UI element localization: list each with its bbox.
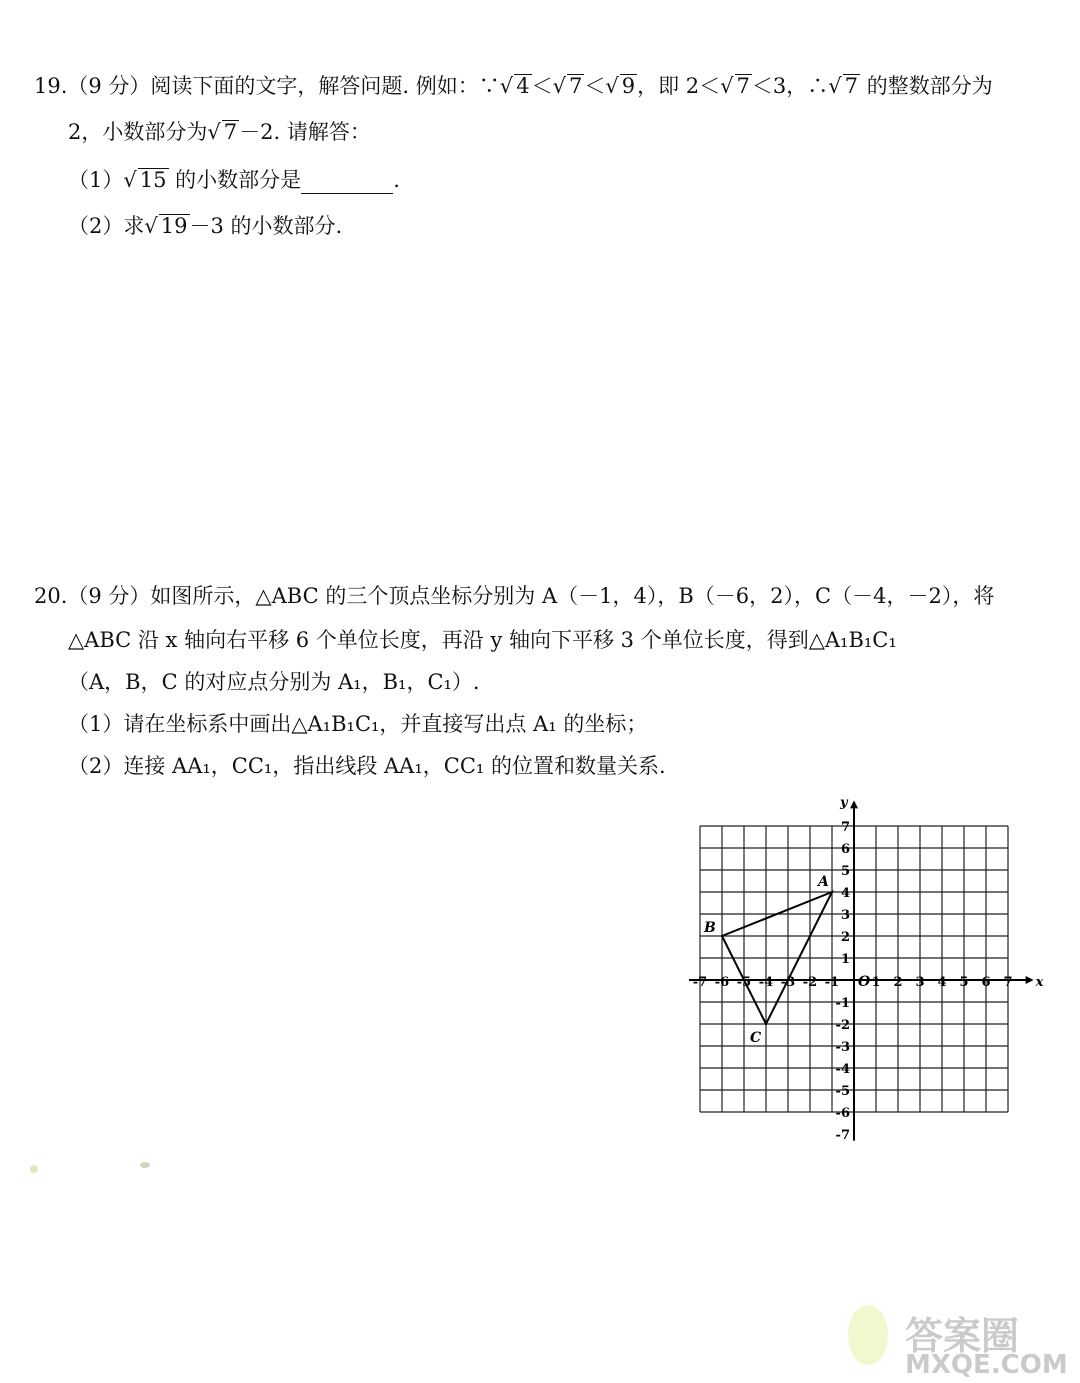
q20-part-2: （2）连接 AA₁，CC₁，指出线段 AA₁，CC₁ 的位置和数量关系. xyxy=(68,754,666,778)
y-tick-label: -5 xyxy=(835,1084,850,1099)
axes xyxy=(689,795,1044,1140)
x-tick-label: 5 xyxy=(959,975,969,990)
sqrt-15: 15 xyxy=(139,168,167,192)
y-tick-label: -6 xyxy=(835,1106,850,1121)
y-tick-label: 1 xyxy=(840,952,850,967)
vertex-label-c: C xyxy=(750,1030,762,1046)
y-tick-label: -2 xyxy=(835,1018,850,1033)
y-tick-label: -7 xyxy=(835,1128,850,1143)
vertex-label-a: A xyxy=(818,874,829,890)
x-tick-label: -2 xyxy=(802,975,818,990)
watermark-site: MXQE.COM xyxy=(905,1350,1068,1380)
answer-blank[interactable] xyxy=(301,171,393,194)
x-tick-label: 7 xyxy=(1003,975,1013,990)
sqrt-7: 7 xyxy=(568,74,583,98)
y-tick-label: -1 xyxy=(835,996,850,1011)
x-tick-label: -1 xyxy=(824,975,840,990)
x-tick-label: -3 xyxy=(780,975,796,990)
x-tick-label: 3 xyxy=(915,975,925,990)
q19-line-1: 19.（9 分）阅读下面的文字，解答问题. 例如：∵√ 4＜√ 7＜√ 9，即 2＜√ 7＜3，∴√ 7 的整数部分为 xyxy=(34,74,993,98)
watermark-logo: 答案圈 xyxy=(905,1314,1020,1358)
y-tick-label: 5 xyxy=(840,864,850,879)
q20-part-1: （1）请在坐标系中画出△A₁B₁C₁，并直接写出点 A₁ 的坐标； xyxy=(68,712,648,736)
x-tick-label: 2 xyxy=(893,975,903,990)
sqrt-7: 7 xyxy=(844,74,859,98)
y-tick-label: 4 xyxy=(840,886,850,901)
y-tick-label: -3 xyxy=(835,1040,850,1055)
x-tick-label: 1 xyxy=(871,975,881,990)
y-tick-label: 2 xyxy=(840,930,850,945)
x-tick-label: 4 xyxy=(937,975,947,990)
sqrt-7: 7 xyxy=(223,120,238,144)
q19-part-2: （2）求√ 19－3 的小数部分. xyxy=(68,214,343,238)
origin-label: O xyxy=(858,974,871,990)
x-tick-label: -7 xyxy=(692,975,708,990)
q20-line-3: （A，B，C 的对应点分别为 A₁，B₁，C₁）. xyxy=(68,670,480,694)
paper-stain xyxy=(30,1165,38,1173)
sqrt-19: 19 xyxy=(160,214,188,238)
y-tick-label: 3 xyxy=(840,908,850,923)
q19-line-2: 2，小数部分为√ 7－2. 请解答： xyxy=(68,120,371,144)
x-tick-label: -4 xyxy=(758,975,774,990)
paper-stain xyxy=(140,1162,150,1168)
y-tick-label: -4 xyxy=(835,1062,850,1077)
vertex-label-b: B xyxy=(704,920,716,936)
x-axis-arrow xyxy=(1026,976,1034,984)
y-axis-arrow xyxy=(850,800,858,808)
sqrt-9: 9 xyxy=(621,74,636,98)
y-tick-label: 7 xyxy=(840,820,850,835)
sqrt-4: 4 xyxy=(516,74,530,98)
x-tick-label: -5 xyxy=(736,975,752,990)
paper-stain xyxy=(848,1305,888,1365)
x-tick-label: 6 xyxy=(981,975,991,990)
coordinate-grid xyxy=(680,795,1044,1143)
q19-part-1: （1）√ 15 的小数部分是 . xyxy=(68,168,400,192)
sqrt-7: 7 xyxy=(736,74,750,98)
y-axis-label: y xyxy=(840,795,848,811)
x-tick-label: -6 xyxy=(714,975,730,990)
x-axis-label: x xyxy=(1035,975,1044,990)
q20-line-2: △ABC 沿 x 轴向右平移 6 个单位长度，再沿 y 轴向下平移 3 个单位长度，得到△A₁B₁C₁ xyxy=(68,628,897,652)
q20-line-1: 20.（9 分）如图所示，△ABC 的三个顶点坐标分别为 A（－1，4），B（－6，2），C（－4，－2），将 xyxy=(34,584,995,608)
y-tick-label: 6 xyxy=(840,842,850,857)
